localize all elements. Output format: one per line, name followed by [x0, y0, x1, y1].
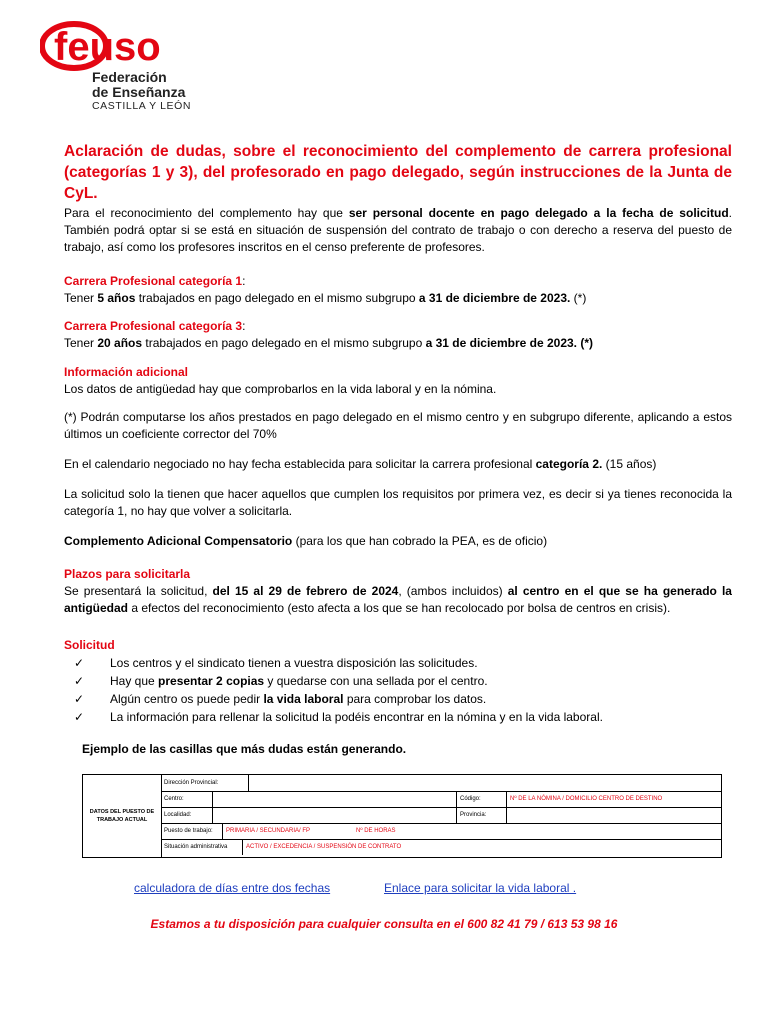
category-3-years: 20 años — [97, 336, 143, 350]
intro-paragraph — [64, 205, 732, 256]
category-3-colon: : — [242, 319, 246, 333]
plazos-text-3: a efectos del reconocimiento (esto afecta a los que se han recolocado por bolsa de centros en crisis). — [128, 601, 671, 615]
calculator-link-text[interactable]: calculadora de días entre dos fechas — [134, 881, 331, 895]
form-row-puesto — [161, 823, 721, 840]
logo-line2: de Enseñanza — [92, 84, 186, 100]
vida-laboral-link[interactable]: Enlace para solicitar la vida laboral . — [384, 881, 577, 895]
form-label-puesto: Puesto de trabajo: — [161, 823, 223, 839]
plazos-heading: Plazos para solicitarla — [64, 567, 191, 581]
form-row-situacion — [161, 839, 721, 855]
category-3-section — [64, 318, 732, 352]
category-1-years: 5 años — [97, 291, 136, 305]
calculator-link[interactable] — [82, 881, 330, 895]
feuso-logo-mark-icon — [40, 18, 190, 73]
plazos-text-1: Se presentará la solicitud, — [64, 584, 213, 598]
form-row-centro — [161, 791, 721, 808]
form-puesto-value-2: Nº DE HORAS — [356, 828, 396, 834]
category-1-text-2: trabajados en pago delegado en el mismo subgrupo — [135, 291, 419, 305]
page-title: Aclaración de dudas, sobre el reconocimiento del complemento de carrera profesional (categorías 1 y 3), del profesorado en pago delegado, según instrucciones de la Junta de CyL. — [64, 143, 732, 202]
logo-brand-text: feuso — [54, 25, 161, 69]
list-item-text: Algún centro os puede pedir — [110, 692, 264, 706]
check-icon: ✓ — [74, 674, 85, 688]
logo-line1: Federación — [92, 69, 167, 85]
form-localidad-value — [213, 807, 457, 823]
intro-text-1: Para el reconocimiento del complemento hay que — [64, 206, 349, 220]
plazos-centro: al centro en el que se ha generado la antigüedad — [64, 584, 732, 615]
form-situacion-value: ACTIVO / EXCEDENCIA / SUSPENSIÓN DE CONTRATO — [246, 844, 402, 850]
list-item-text: La información para rellenar la solicitud la podéis encontrar en la nómina y en la vida laboral. — [110, 710, 603, 724]
solicitud-note-paragraph: La solicitud solo la tienen que hacer aquellos que cumplen los requisitos por primera vez, es decir si ya tienes reconocida la categoría 1, no hay que volver a solicitarla. — [64, 487, 732, 518]
form-row-direccion — [161, 775, 721, 792]
note-paragraph: (*) Podrán computarse los años prestados en pago delegado en el mismo centro y en subgrupo diferente, aplicando a estos últimos un coeficiente corrector del 70% — [64, 410, 732, 441]
category-1-heading: Carrera Profesional categoría 1 — [64, 274, 243, 288]
solicitud-heading — [64, 637, 732, 654]
form-label-provincia: Provincia: — [457, 807, 507, 823]
calendar-bold: categoría 2. — [535, 457, 603, 471]
category-3-date: a 31 de diciembre de 2023. (*) — [425, 336, 594, 350]
additional-info-text: Los datos de antigüedad hay que comprobarlos en la vida laboral y en la nómina. — [64, 382, 497, 396]
category-1-asterisk: (*) — [570, 291, 587, 305]
category-3-text-1: Tener — [64, 336, 98, 350]
form-label-centro: Centro: — [161, 791, 213, 807]
category-1-colon: : — [242, 274, 246, 288]
plazos-section — [64, 566, 732, 617]
example-title: Ejemplo de las casillas que más dudas están generando. — [82, 742, 407, 756]
list-item — [74, 654, 734, 672]
complemento-text: (para los que han cobrado la PEA, es de oficio) — [292, 534, 548, 548]
list-item-bold: la vida laboral — [263, 692, 344, 706]
form-example — [82, 774, 722, 858]
check-icon: ✓ — [74, 656, 85, 670]
calendar-paragraph — [64, 456, 732, 473]
additional-info-heading: Información adicional — [64, 365, 189, 379]
category-3-text-2: trabajados en pago delegado en el mismo subgrupo — [142, 336, 426, 350]
complemento-bold: Complemento Adicional Compensatorio — [64, 534, 293, 548]
list-item-text: y quedarse con una sellada por el centro. — [264, 674, 488, 688]
list-item-text: Los centros y el sindicato tienen a vuestra disposición las solicitudes. — [110, 656, 478, 670]
form-label-codigo: Código: — [457, 791, 507, 807]
form-puesto-value-1: PRIMARIA / SECUNDARIA/ FP — [226, 828, 311, 834]
logo-region: CASTILLA Y LEÓN — [92, 100, 192, 112]
intro-text-2: . También podrá optar si se está en situación de suspensión del contrato de trabajo o con derecho a reserva del puesto de trabajo, así como los profesores inscritos en el censo preferente de profesores. — [64, 206, 732, 254]
calendar-text-2: (15 años) — [602, 457, 657, 471]
form-centro-value — [213, 791, 457, 807]
list-item-text: para comprobar los datos. — [343, 692, 487, 706]
form-row-localidad — [161, 807, 721, 824]
list-item-text: Hay que — [110, 674, 159, 688]
list-item — [74, 708, 734, 726]
solicitud-heading-text: Solicitud — [64, 638, 115, 652]
additional-info-section — [64, 364, 732, 398]
form-label-localidad: Localidad: — [161, 807, 213, 823]
category-1-section — [64, 273, 732, 307]
footer-contact: Estamos a tu disposición para cualquier consulta en el 600 82 41 79 / 613 53 98 16 — [150, 917, 618, 931]
complemento-paragraph — [64, 533, 732, 550]
feuso-logo — [40, 18, 240, 113]
list-item — [74, 690, 734, 708]
form-label-direccion: Dirección Provincial: — [161, 775, 249, 791]
intro-bold: ser personal docente en pago delegado a la fecha de solicitud — [348, 206, 729, 220]
list-item-bold: presentar 2 copias — [158, 674, 265, 688]
category-1-date: a 31 de diciembre de 2023. — [418, 291, 571, 305]
form-codigo-value: Nº DE LA NÓMINA / DOMICILIO CENTRO DE DESTINO — [510, 796, 663, 802]
check-icon: ✓ — [74, 710, 85, 724]
calendar-text-1: En el calendario negociado no hay fecha establecida para solicitar la carrera profesional — [64, 457, 536, 471]
plazos-text-2: , (ambos incluidos) — [398, 584, 508, 598]
solicitud-list — [74, 654, 734, 726]
form-section-label: DATOS DEL PUESTO DE TRABAJO ACTUAL — [83, 775, 162, 857]
plazos-dates: del 15 al 29 de febrero de 2024 — [212, 584, 399, 598]
list-item — [74, 672, 734, 690]
logo-federation — [92, 70, 185, 100]
check-icon: ✓ — [74, 692, 85, 706]
form-label-situacion: Situación administrativa — [161, 839, 243, 855]
category-1-text-1: Tener — [64, 291, 98, 305]
category-3-heading: Carrera Profesional categoría 3 — [64, 319, 243, 333]
